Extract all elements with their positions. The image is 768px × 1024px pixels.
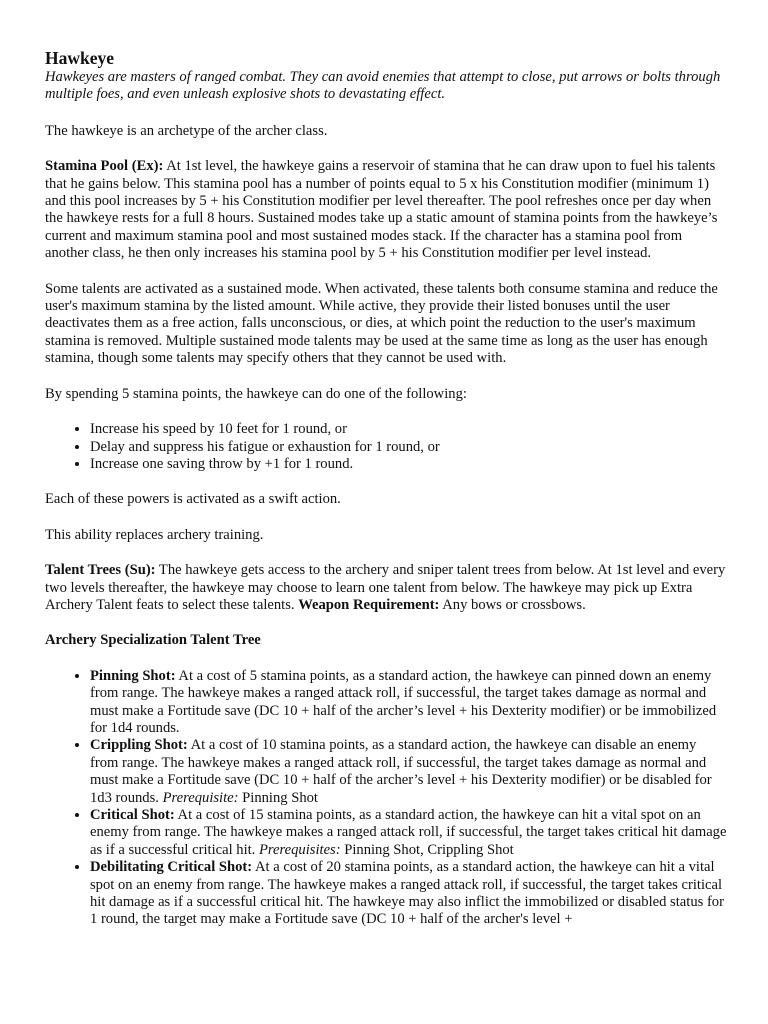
- list-item: • Increase his speed by 10 feet for 1 round, or: [90, 421, 728, 438]
- talent-item: [90, 859, 728, 929]
- talent-text: At a cost of 15 stamina points, as a standard action, the hawkeye can hit a vital spot on an enemy from range. The hawkeye makes a ranged attack roll, if successful, the target takes critical hit damage as if a successful critical hit.: [90, 807, 727, 858]
- talent-text: At a cost of 5 stamina points, as a standard action, the hawkeye can pinned down an enemy from range. The hawkeye makes a ranged attack roll, if successful, the target takes damage as normal and must make a Fortitude save (DC 10 + half of the archer’s level + his Dexterity modifier) or be immobilized for 1d4 rounds.: [90, 667, 717, 736]
- weapon-requirement-text: Any bows or crossbows.: [439, 596, 586, 613]
- talent-name: Pinning Shot:: [90, 667, 176, 684]
- talent-trees-label: Talent Trees (Su):: [45, 562, 156, 579]
- weapon-requirement-label: Weapon Requirement:: [298, 596, 440, 613]
- talent-list: [45, 668, 728, 929]
- talent-item: [90, 668, 728, 738]
- talent-item: [90, 737, 728, 807]
- intro-text: Hawkeyes are masters of ranged combat. They can avoid enemies that attempt to close, put arrows or bolts through multiple foes, and even unleash explosive shots to devastating effect.: [45, 69, 721, 103]
- list-item: • Increase one saving throw by +1 for 1 round.: [90, 456, 728, 473]
- talent-prereq-text: Pinning Shot: [238, 789, 318, 806]
- spending-intro: By spending 5 stamina points, the hawkeye can do one of the following:: [45, 385, 467, 402]
- replaces-text: This ability replaces archery training.: [45, 526, 264, 543]
- talent-item: [90, 807, 728, 859]
- talent-text: At a cost of 20 stamina points, as a standard action, the hawkeye can hit a vital spot on an enemy from range. The hawkeye makes a ranged attack roll, if successful, the target takes critical hit damage as if a successful critical hit. The hawkeye may also inflict the immobilized or disabled status for 1 round, the target may make a Fortitude save (DC 10 + half of the archer's level +: [90, 859, 724, 928]
- stamina-pool-label: Stamina Pool (Ex):: [45, 158, 164, 175]
- archetype-line: The hawkeye is an archetype of the archer class.: [45, 122, 328, 139]
- talent-tree-heading: Archery Specialization Talent Tree: [45, 632, 261, 649]
- sustained-mode-paragraph: Some talents are activated as a sustained mode. When activated, these talents both consume stamina and reduce the user's maximum stamina by the listed amount. While active, they provide their listed bonuses until the user deactivates them as a free action, falls unconscious, or dies, at which point the reduction to the user's maximum stamina is removed. Multiple sustained mode talents may be used at the same time as long as the user has enough stamina, though some talents may specify others that they cannot be used with.: [45, 280, 718, 367]
- talent-name: Critical Shot:: [90, 807, 175, 823]
- list-item: • Delay and suppress his fatigue or exhaustion for 1 round, or: [90, 439, 728, 456]
- talent-name: Crippling Shot:: [90, 737, 188, 754]
- page-title: Hawkeye: [45, 48, 115, 68]
- talent-trees-paragraph: [45, 562, 728, 614]
- talent-prereq-label: Prerequisite:: [162, 789, 239, 806]
- stamina-pool-paragraph: [45, 158, 728, 262]
- talent-name: Debilitating Critical Shot:: [90, 859, 253, 876]
- stamina-pool-text: At 1st level, the hawkeye gains a reservoir of stamina that he can draw upon to fuel his talents that he gains below. This stamina pool has a number of points equal to 5 x his Constitution modifier (minimum 1) and this pool increases by 5 + his Constitution modifier per level thereafter. The pool refreshes once per day when the hawkeye rests for a full 8 hours. Sustained modes take up a static amount of stamina points from the hawkeye’s current and maximum stamina pool and most sustained modes stack. If the character has a stamina pool from another class, he then only increases his stamina pool by 5 + his Constitution modifier per level instead.: [45, 158, 718, 262]
- spending-options-list: [45, 421, 728, 473]
- talent-text: At a cost of 10 stamina points, as a standard action, the hawkeye can disable an enemy from range. The hawkeye makes a ranged attack roll, if successful, the target takes damage as normal and must make a Fortitude save (DC 10 + half of the archer’s level + his Dexterity modifier) or be disabled for 1d3 rounds.: [90, 737, 712, 806]
- talent-trees-text: The hawkeye gets access to the archery and sniper talent trees from below. At 1st level and every two levels thereafter, the hawkeye may choose to learn one talent from below. The hawkeye may pick up Extra Archery Talent feats to select these talents.: [45, 562, 726, 613]
- talent-prereq-text: Pinning Shot, Crippling Shot: [340, 841, 514, 858]
- talent-prereq-label: Prerequisites:: [258, 841, 341, 858]
- swift-action-text: Each of these powers is activated as a swift action.: [45, 491, 341, 508]
